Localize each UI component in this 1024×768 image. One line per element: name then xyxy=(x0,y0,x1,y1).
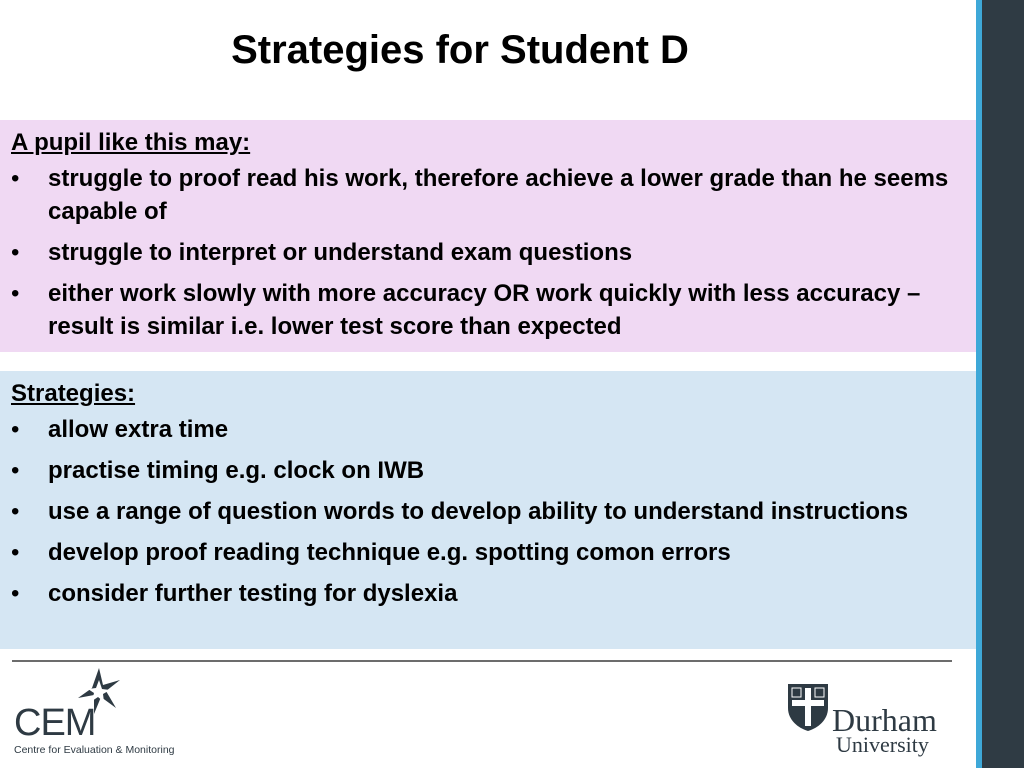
bullet: • xyxy=(11,580,20,607)
list-item xyxy=(11,454,966,487)
bullet: • xyxy=(11,457,20,484)
list-item xyxy=(11,577,966,610)
list-item-text: consider further testing for dyslexia xyxy=(48,580,458,607)
pupil-description-box xyxy=(0,120,976,352)
list-item-text: struggle to interpret or understand exam questions xyxy=(48,239,633,266)
shield-icon xyxy=(786,682,830,732)
pupil-heading: A pupil like this may: xyxy=(11,129,251,156)
durham-logo-name: Durham xyxy=(832,702,937,738)
list-item-text: either work slowly with more accuracy OR work quickly with less accuracy – result is similar i.e. lower test score than expected xyxy=(48,280,921,340)
list-item xyxy=(11,277,966,343)
side-decoration-bar xyxy=(976,0,1024,768)
list-item-text: allow extra time xyxy=(48,416,229,443)
bullet: • xyxy=(11,280,20,307)
list-item-text: struggle to proof read his work, therefore achieve a lower grade than he seems capable of xyxy=(48,165,949,225)
cem-logo-text: CEM xyxy=(14,702,96,744)
bullet: • xyxy=(11,416,20,443)
durham-logo xyxy=(786,680,966,760)
bullet: • xyxy=(11,165,20,192)
list-item xyxy=(11,236,966,269)
list-item xyxy=(11,495,966,528)
list-item xyxy=(11,162,966,228)
cem-logo xyxy=(12,668,182,760)
pupil-list xyxy=(11,162,966,343)
list-item-text: use a range of question words to develop ability to understand instructions xyxy=(48,498,909,525)
list-item xyxy=(11,413,966,446)
strategies-heading: Strategies: xyxy=(11,380,136,407)
durham-logo-sub: University xyxy=(836,732,929,757)
list-item xyxy=(11,536,966,569)
bullet: • xyxy=(11,539,20,566)
list-item-text: practise timing e.g. clock on IWB xyxy=(48,457,425,484)
strategies-list xyxy=(11,413,966,610)
cem-logo-subtitle: Centre for Evaluation & Monitoring xyxy=(14,744,175,756)
strategies-box xyxy=(0,371,976,649)
footer-divider xyxy=(12,660,952,662)
bullet: • xyxy=(11,239,20,266)
list-item-text: develop proof reading technique e.g. spotting comon errors xyxy=(48,539,731,566)
side-bar-accent xyxy=(976,0,982,768)
bullet: • xyxy=(11,498,20,525)
slide-title: Strategies for Student D xyxy=(231,28,689,72)
